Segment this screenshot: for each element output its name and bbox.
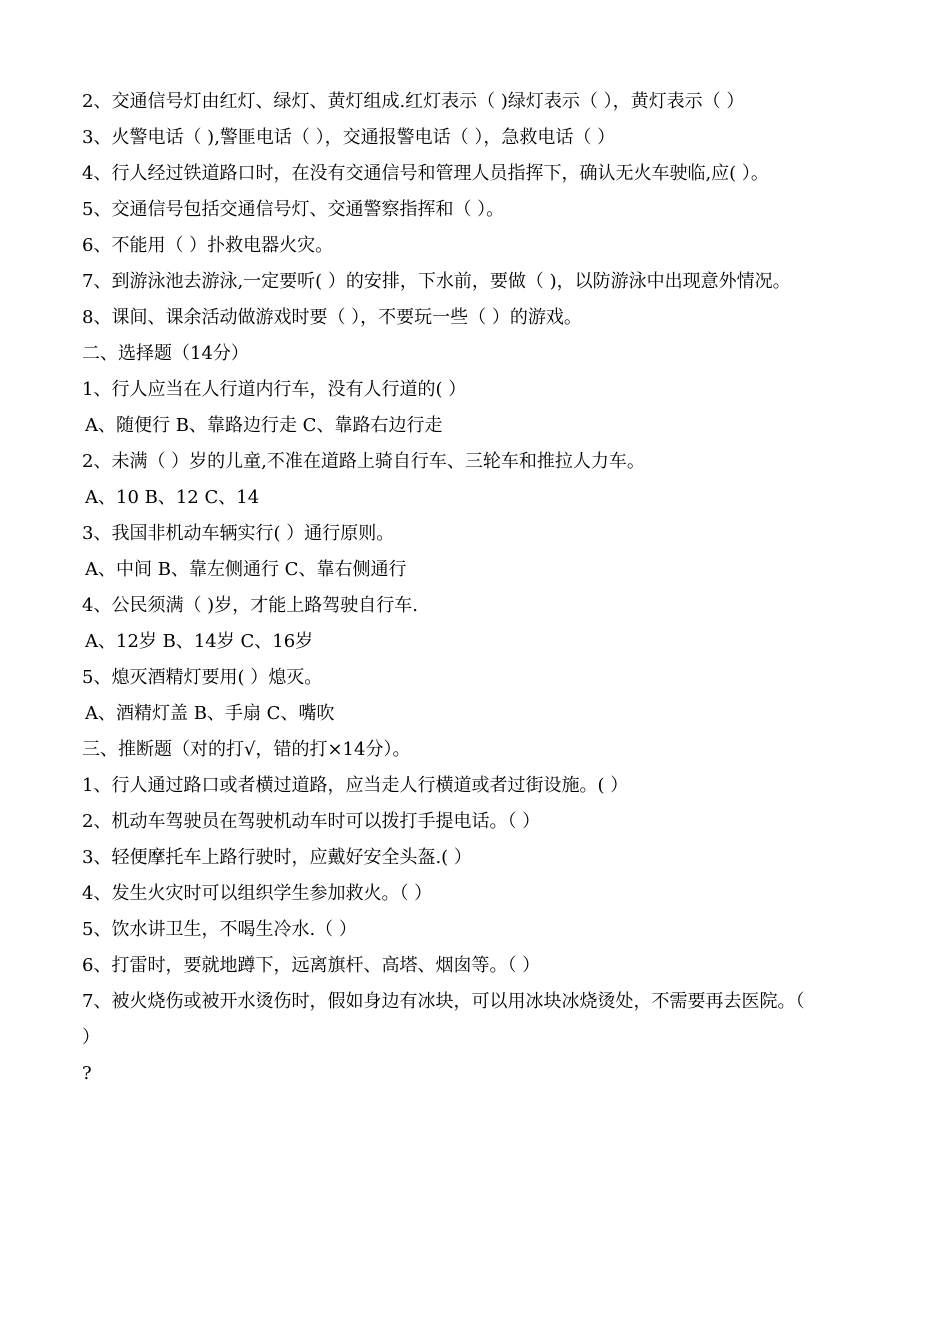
choice-question: 5、熄灭酒精灯要用( ）熄灭。 (82, 667, 323, 688)
fill-blank-item: 4、行人经过铁道路口时，在没有交通信号和管理人员指挥下，确认无火车驶临,应( ）。 (82, 163, 769, 184)
choice-options: A、随便行 B、靠路边行走 C、靠路右边行走 (85, 415, 443, 436)
section-heading-judge: 三、推断题（对的打√，错的打×14分）。 (82, 739, 411, 760)
fill-blank-item: 5、交通信号包括交通信号灯、交通警察指挥和（ ）。 (82, 199, 505, 220)
judge-item: 3、轻便摩托车上路行驶时，应戴好安全头盔.( ） (82, 847, 472, 868)
judge-item: 7、被火烧伤或被开水烫伤时，假如身边有冰块，可以用冰块冰烧烫处，不需要再去医院。（ (82, 991, 805, 1012)
fill-blank-item: 8、课间、课余活动做游戏时要（ ），不要玩一些（ ）的游戏。 (82, 307, 582, 328)
judge-item: 2、机动车驾驶员在驾驶机动车时可以拨打手提电话。（ ） (82, 811, 541, 832)
choice-options: A、12岁 B、14岁 C、16岁 (85, 631, 314, 652)
choice-options: A、酒精灯盖 B、手扇 C、嘴吹 (85, 703, 335, 724)
choice-question: 3、我国非机动车辆实行( ）通行原则。 (82, 523, 395, 544)
choice-options: A、中间 B、靠左侧通行 C、靠右侧通行 (85, 559, 407, 580)
section-heading-choice: 二、选择题（14分） (82, 343, 249, 364)
fill-blank-item: 6、不能用（ ）扑救电器火灾。 (82, 235, 334, 256)
trailing-mark: ? (82, 1063, 92, 1084)
judge-item: 1、行人通过路口或者横过道路，应当走人行横道或者过街设施。( ） (82, 775, 629, 796)
choice-question: 4、公民须满（ )岁，才能上路驾驶自行车. (82, 595, 418, 616)
exam-content (82, 84, 872, 1092)
choice-options: A、10 B、12 C、14 (85, 487, 260, 508)
fill-blank-item: 3、火警电话（ ),警匪电话（ ），交通报警电话（ ），急救电话（ ） (82, 127, 616, 148)
fill-blank-item: 2、交通信号灯由红灯、绿灯、黄灯组成.红灯表示（ )绿灯表示（ ），黄灯表示（ ） (82, 91, 745, 112)
choice-question: 2、未满（ ）岁的儿童,不准在道路上骑自行车、三轮车和推拉人力车。 (82, 451, 645, 472)
judge-item: 6、打雷时，要就地蹲下，远离旗杆、高塔、烟囱等。（ ） (82, 955, 541, 976)
fill-blank-item: 7、到游泳池去游泳,一定要听( ）的安排，下水前，要做（ )，以防游泳中出现意外情况。 (82, 271, 791, 292)
judge-item-continuation: ） (82, 1027, 100, 1048)
judge-item: 4、发生火灾时可以组织学生参加救火。（ ） (82, 883, 433, 904)
choice-question: 1、行人应当在人行道内行车，没有人行道的( ） (82, 379, 467, 400)
judge-item: 5、饮水讲卫生，不喝生冷水.（ ） (82, 919, 357, 940)
